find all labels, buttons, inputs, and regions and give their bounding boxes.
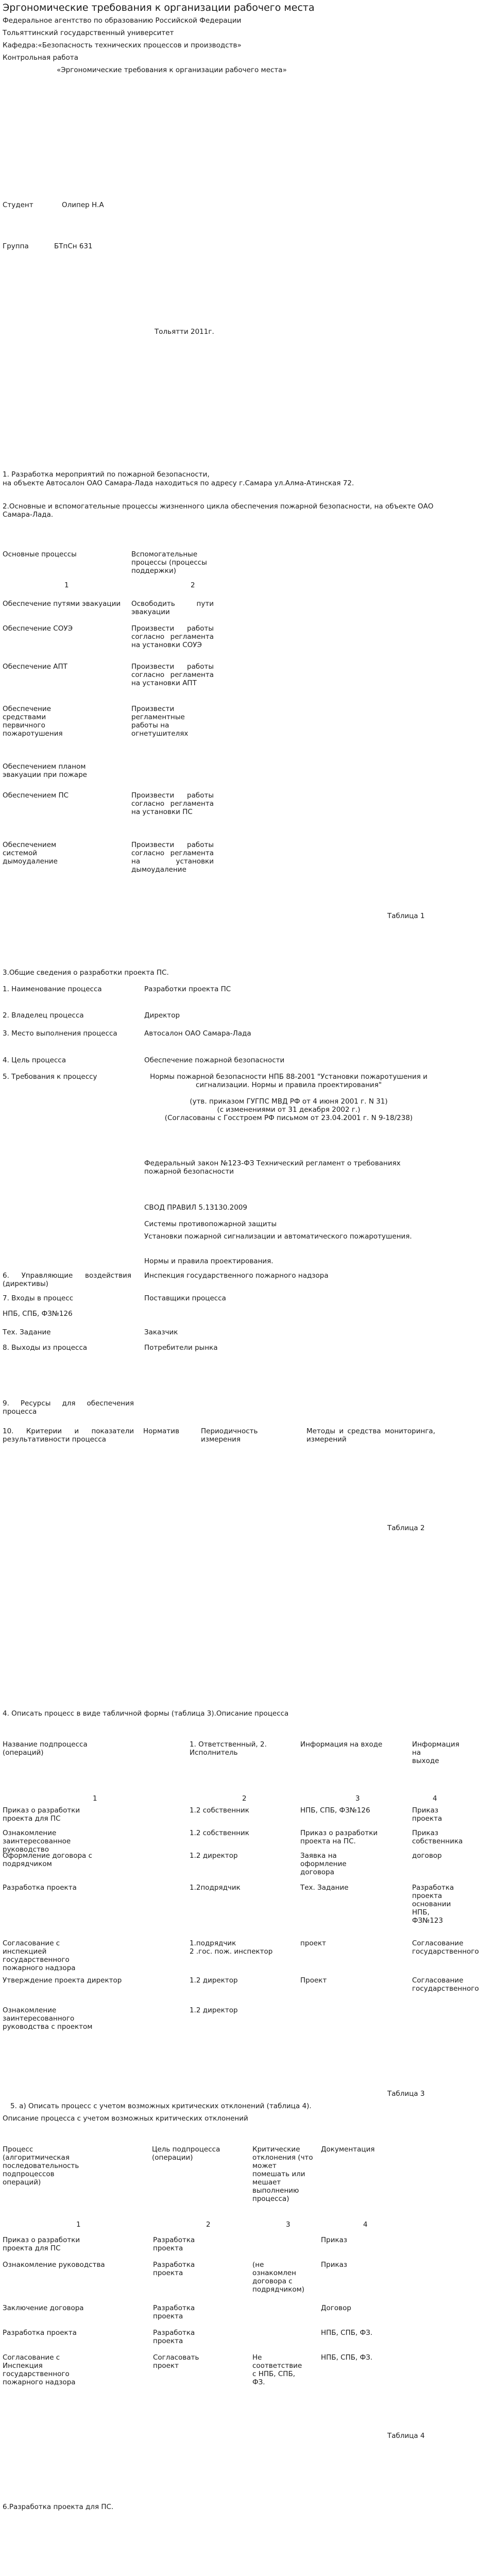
s3-row2-label: 8. Выходы из процесса	[3, 1344, 88, 1352]
s5-cell: Разработка проекта	[153, 2261, 195, 2277]
s5-cell: Разработка проекта	[153, 2236, 195, 2252]
s5-cell: Разработка проекта	[153, 2329, 195, 2345]
s4-cell: Приказ проекта	[412, 1806, 442, 1823]
s4-cell: Заявка на оформление договора	[300, 1852, 347, 1876]
s3-req-text: Установки пожарной сигнализации и автоматического пожаротушения.	[144, 1232, 412, 1241]
s3-resources: 9. Ресурсы для обеспечения процесса	[3, 1399, 134, 1416]
s5-cell: (не ознакомлен договора с подрядчиком)	[252, 2261, 305, 2294]
s5-cell: НПБ, СПБ, ФЗ.	[321, 2329, 373, 2337]
s4-cell: Разработка проекта	[3, 1884, 77, 1892]
section5-title: 5. а) Описать процесс с учетом возможных критических отклонений (таблица 4).	[10, 2102, 312, 2110]
intro-p1b: на объекте Автосалон ОАО Самара-Лада находиться по адресу г.Самара ул.Алма-Атинская 72.	[3, 479, 354, 487]
student-name: Олипер Н.А	[62, 201, 104, 209]
table1-row-main: Обеспечение путями эвакуации	[3, 600, 121, 608]
s3-req-text: Федеральный закон №123-ФЗ Технический регламент о требованиях пожарной безопасности	[144, 1159, 401, 1176]
s3-row2-value: Заказчик	[144, 1328, 178, 1336]
s3-req-text: (с изменениями от 31 декабря 2002 г.)	[217, 1106, 361, 1114]
s5-cell: Приказ	[321, 2236, 348, 2244]
table1-row-main: Обеспечением планом эвакуации при пожаре	[3, 762, 87, 779]
s3-row-label: 1. Наименование процесса	[3, 985, 102, 993]
s4-cell: Разработка проекта основании НПБ, ФЗ№123	[412, 1884, 454, 1925]
s5-cell: Согласование с Инспекция государственного пожарного надзора	[3, 2353, 76, 2386]
table1-header-aux: Вспомогательные процессы (процессы поддержки)	[131, 550, 207, 575]
s4-num: 1	[93, 1794, 97, 1803]
s4-cell: 1.2подрядчик	[190, 1884, 241, 1892]
s3-row-label: 4. Цель процесса	[3, 1056, 66, 1064]
s4-num: 4	[433, 1794, 437, 1803]
s3-criteria-norm: Норматив	[143, 1427, 180, 1435]
table1-row-aux: Произвести работы согласно регламента на установки дымоудаление	[131, 841, 214, 874]
table1-row-main: Обеспечение АПТ	[3, 663, 67, 671]
header-work-title: «Эргономические требования к организации рабочего места»	[57, 66, 287, 74]
s3-criteria-period: Периодичность измерения	[201, 1427, 258, 1444]
header-department: Кафедра:«Безопасность технических процессов и производств»	[3, 41, 242, 49]
table1-row-main: Обеспечение СОУЭ	[3, 624, 73, 633]
s3-row-value: Обеспечение пожарной безопасности	[144, 1056, 285, 1064]
table1-row-aux: Освободить пути эвакуации	[131, 600, 214, 616]
s5-num: 3	[286, 2221, 290, 2229]
s5-cell: Приказ о разработки проекта для ПС	[3, 2236, 80, 2252]
s4-cell: Тех. Задание	[300, 1884, 349, 1892]
intro-p2: 2.Основные и вспомогательные процессы жизненного цикла обеспечения пожарной безопасности, на объекте ОАО Самара-Лада.	[3, 502, 434, 519]
s4-cell: Согласование государственного	[412, 1939, 479, 1956]
s5-cell: Ознакомление руководства	[3, 2261, 105, 2269]
s5-cell: Разработка проекта	[153, 2304, 195, 2320]
city-year: Тольятти 2011г.	[155, 328, 214, 336]
s3-row-label: 2. Владелец процесса	[3, 1011, 84, 1020]
s4-cell: НПБ, СПБ, ФЗ№126	[300, 1806, 370, 1815]
table1-row-aux: Произвести работы согласно регламента на установки СОУЭ	[131, 624, 214, 649]
table1-row-aux: Произвести регламентные работы на огнетушителях	[131, 705, 189, 738]
s5-cell: Приказ	[321, 2261, 348, 2269]
intro-p1: 1. Разработка мероприятий по пожарной безопасности,	[3, 470, 210, 479]
s4-cell: Утверждение проекта директор	[3, 1976, 122, 1985]
table1-row-aux: Произвести работы согласно регламента на установки ПС	[131, 791, 214, 816]
s5-header: Критические отклонения (что может помешать или мешает выполнению процесса)	[252, 2145, 313, 2203]
s3-row2-label: НПБ, СПБ, ФЗ№126	[3, 1310, 73, 1318]
table1-row-aux: Произвести работы согласно регламента на установки АПТ	[131, 663, 214, 687]
s4-cell: Приказ о разработки проекта на ПС.	[300, 1829, 378, 1845]
s4-cell: Оформление договора с подрядчиком	[3, 1852, 93, 1868]
s3-req-text: Нормы и правила проектирования.	[144, 1257, 273, 1265]
s4-cell: 1.2 директор	[190, 1976, 238, 1985]
table1-header-main: Основные процессы	[3, 550, 77, 558]
section4-title: 4. Описать процесс в виде табличной формы (таблица 3).Описание процесса	[3, 1709, 289, 1718]
s4-cell: Согласование с инспекцией государственного пожарного надзора	[3, 1939, 76, 1972]
table1-row-main: Обеспечение средствами первичного пожаротушения	[3, 705, 63, 738]
header-work-type: Контрольная работа	[3, 54, 79, 62]
s3-row2-label: 6. Управляющие воздействия (директивы)	[3, 1272, 131, 1288]
section6-title: 6.Разработка проекта для ПС.	[3, 2503, 114, 2511]
s4-num: 3	[355, 1794, 360, 1803]
s5-header: Процесс (алгоритмическая последовательность подпроцессов операций)	[3, 2145, 79, 2187]
s5-cell: Заключение договора	[3, 2304, 84, 2312]
s4-cell: Приказ о разработки проекта для ПС	[3, 1806, 80, 1823]
s3-row2-value: Инспекция государственного пожарного надзора	[144, 1272, 329, 1280]
table1-row-main: Обеспечением системой дымоудаление	[3, 841, 58, 866]
s3-row2-value: Поставщики процесса	[144, 1294, 226, 1302]
s5-cell: НПБ, СПБ, ФЗ.	[321, 2353, 373, 2362]
document-title: Эргономические требования к организации рабочего места	[3, 2, 315, 13]
table2-caption: Таблица 2	[387, 1524, 425, 1532]
s3-row2-value: Потребители рынка	[144, 1344, 218, 1352]
s4-cell: Ознакомление заинтересованное руководство	[3, 1829, 71, 1854]
s4-cell: Проект	[300, 1976, 327, 1985]
s5-header: Документация	[321, 2145, 375, 2154]
s3-req-text: Нормы пожарной безопасности НПБ 88-2001 "Установки пожаротушения и сигнализации. Нормы и правила проектирования"	[150, 1073, 427, 1089]
s3-row-value: Разработки проекта ПС	[144, 985, 231, 993]
s4-cell: Ознакомление заинтересованного руководства с проектом	[3, 2006, 93, 2031]
s3-req-text: (Согласованы с Госстроем РФ письмом от 23.04.2001 г. N 9-18/238)	[164, 1114, 413, 1122]
header-agency: Федеральное агентство по образованию Российской Федерации	[3, 16, 242, 25]
s4-cell: договор	[412, 1852, 442, 1860]
table1-caption: Таблица 1	[387, 912, 425, 920]
s4-header: Информация на входе	[300, 1740, 383, 1749]
s3-row-label: 3. Место выполнения процесса	[3, 1029, 117, 1038]
s3-requirements-label: 5. Требования к процессу	[3, 1073, 97, 1081]
s3-req-text: СВОД ПРАВИЛ 5.13130.2009	[144, 1204, 247, 1212]
s3-row2-label: Тех. Задание	[3, 1328, 51, 1336]
table1-num-1: 1	[64, 581, 69, 589]
s5-cell: Договор	[321, 2304, 351, 2312]
s4-cell: 1.подрядчик 2 .гос. пож. инспектор	[190, 1939, 273, 1956]
s4-num: 2	[242, 1794, 247, 1803]
s3-row2-label: 7. Входы в процесс	[3, 1294, 74, 1302]
s4-cell: 1.2 собственник	[190, 1806, 249, 1815]
s4-cell: 1.2 собственник	[190, 1829, 249, 1837]
table1-row-main: Обеспечением ПС	[3, 791, 69, 800]
table1-num-2: 2	[191, 581, 195, 589]
s5-cell: Согласовать проект	[153, 2353, 199, 2370]
s5-num: 2	[206, 2221, 211, 2229]
header-university: Тольяттинский государственный университет	[3, 29, 174, 37]
table3-caption: Таблица 3	[387, 2090, 425, 2098]
s5-cell: Разработка проекта	[3, 2329, 77, 2337]
s5-header: Цель подпроцесса (операции)	[152, 2145, 220, 2162]
s5-cell: Не соответствие с НПБ, СПБ, ФЗ.	[252, 2353, 302, 2386]
section3-title: 3.Общие сведения о разработки проекта ПС.	[3, 969, 169, 977]
s3-req-text: (утв. приказом ГУГПС МВД РФ от 4 июня 2001 г. N 31)	[190, 1097, 388, 1106]
s4-cell: 1.2 директор	[190, 2006, 238, 2014]
section5-subtitle: Описание процесса с учетом возможных критических отклонений	[3, 2114, 248, 2123]
s4-cell: 1.2 директор	[190, 1852, 238, 1860]
s5-num: 1	[76, 2221, 81, 2229]
s4-header: Название подпроцесса (операций)	[3, 1740, 88, 1757]
s5-num: 4	[363, 2221, 368, 2229]
s4-header: 1. Ответственный, 2. Исполнитель	[190, 1740, 267, 1757]
s4-cell: Приказ собственника	[412, 1829, 463, 1845]
table4-caption: Таблица 4	[387, 2432, 425, 2440]
s4-cell: Согласование государственного	[412, 1976, 479, 1993]
s3-criteria-methods: Методы и средства мониторинга, измерений	[306, 1427, 435, 1444]
group-label: Группа	[3, 242, 29, 250]
s4-cell: проект	[300, 1939, 326, 1947]
s3-row-value: Автосалон ОАО Самара-Лада	[144, 1029, 251, 1038]
s4-header: Информация на выходе	[412, 1740, 459, 1765]
s3-row-value: Директор	[144, 1011, 180, 1020]
s3-req-text: Системы противопожарной защиты	[144, 1220, 277, 1228]
s3-criteria: 10. Критерии и показатели результативности процесса	[3, 1427, 134, 1444]
student-label: Студент	[3, 201, 33, 209]
group-value: БТпСн 631	[54, 242, 93, 250]
